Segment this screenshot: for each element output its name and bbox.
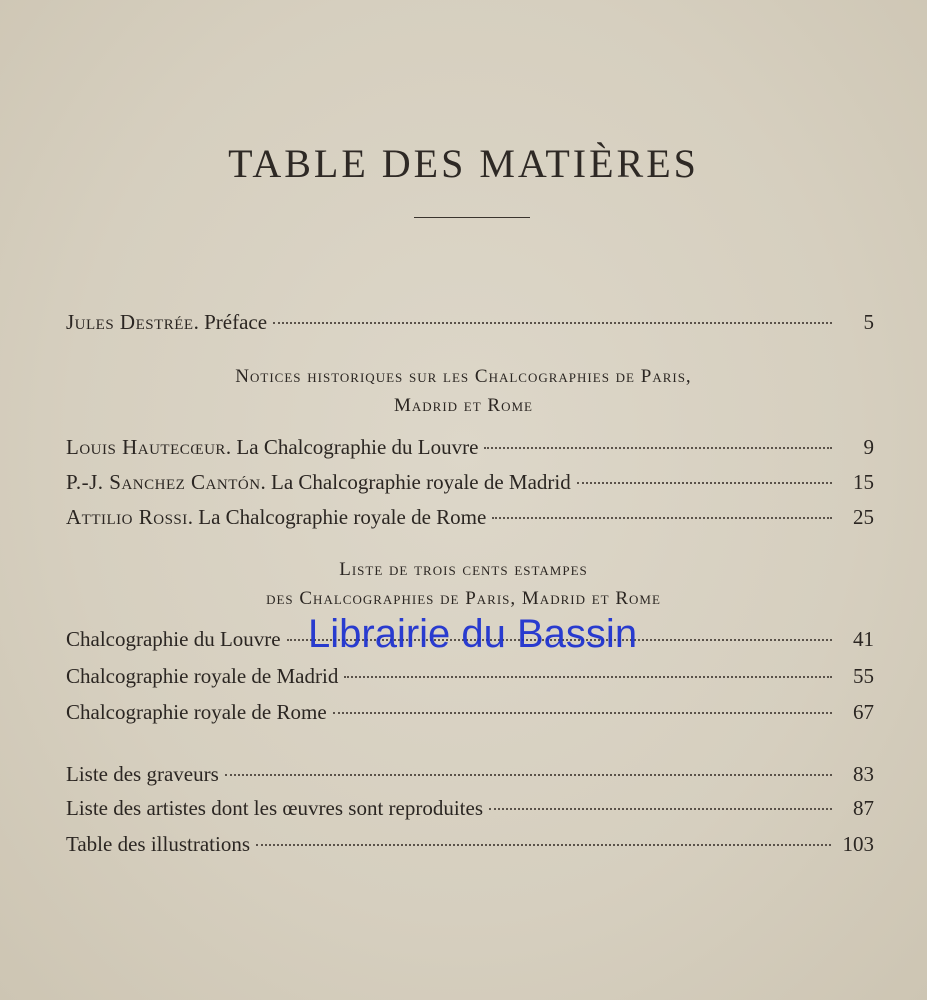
entry-title: . La Chalcographie royale de Rome	[187, 505, 487, 529]
entry-page-number: 87	[853, 796, 874, 820]
entry-page-number: 41	[853, 627, 874, 651]
entry-title: Liste des graveurs	[66, 762, 219, 786]
entry-author: P.-J. Sanchez Cantón	[66, 470, 261, 494]
entry-page-number: 15	[853, 470, 874, 494]
dot-leader	[577, 482, 832, 484]
entry-title: Chalcographie royale de Rome	[66, 700, 327, 724]
toc-entry-graveurs	[66, 762, 874, 792]
entry-title: . La Chalcographie du Louvre	[225, 435, 479, 459]
toc-entry-preface	[66, 310, 874, 340]
dot-leader	[489, 808, 832, 810]
section-heading-notices-line2: Madrid et Rome	[393, 395, 533, 416]
entry-page-number: 25	[853, 505, 874, 529]
entry-author: Attilio Rossi	[66, 505, 188, 529]
toc-entry-madrid-notice	[66, 470, 874, 500]
watermark-text: Librairie du Bassin	[308, 612, 638, 656]
entry-title: Chalcographie du Louvre	[66, 627, 281, 651]
dot-leader	[344, 676, 832, 678]
entry-title: Chalcographie royale de Madrid	[66, 664, 339, 688]
section-heading-liste-line1: Liste de trois cents estampes	[339, 559, 588, 580]
entry-page-number: 83	[853, 762, 874, 786]
entry-title: . Préface	[193, 310, 268, 334]
entry-title: Table des illustrations	[66, 832, 250, 856]
toc-entry-illustrations	[66, 832, 874, 862]
entry-page-number: 67	[853, 700, 874, 724]
toc-entry-rome-notice	[66, 505, 874, 535]
entry-page-number: 5	[863, 310, 874, 334]
entry-page-number: 103	[842, 832, 874, 856]
entry-author: Louis Hautecœur	[66, 435, 226, 459]
toc-entry-artistes	[66, 796, 874, 826]
section-heading-notices-line1: Notices historiques sur les Chalcographies de Paris,	[235, 366, 692, 387]
page-title: TABLE DES MATIÈRES	[228, 141, 699, 186]
dot-leader	[225, 774, 832, 776]
toc-entry-rome-list	[66, 700, 874, 730]
section-heading-liste-line2: des Chalcographies de Paris, Madrid et Rome	[266, 588, 661, 609]
dot-leader	[333, 712, 832, 714]
dot-leader	[273, 322, 832, 324]
toc-entry-madrid-list	[66, 664, 874, 694]
entry-title: Liste des artistes dont les œuvres sont reproduites	[66, 796, 484, 820]
dot-leader	[484, 447, 832, 449]
entry-page-number: 55	[853, 664, 874, 688]
entry-title: . La Chalcographie royale de Madrid	[260, 470, 571, 494]
toc-entry-louvre-notice	[66, 435, 874, 465]
dot-leader	[492, 517, 832, 519]
entry-author: Jules Destrée	[66, 310, 194, 334]
title-divider	[414, 217, 530, 218]
dot-leader	[256, 844, 831, 846]
entry-page-number: 9	[863, 435, 874, 459]
